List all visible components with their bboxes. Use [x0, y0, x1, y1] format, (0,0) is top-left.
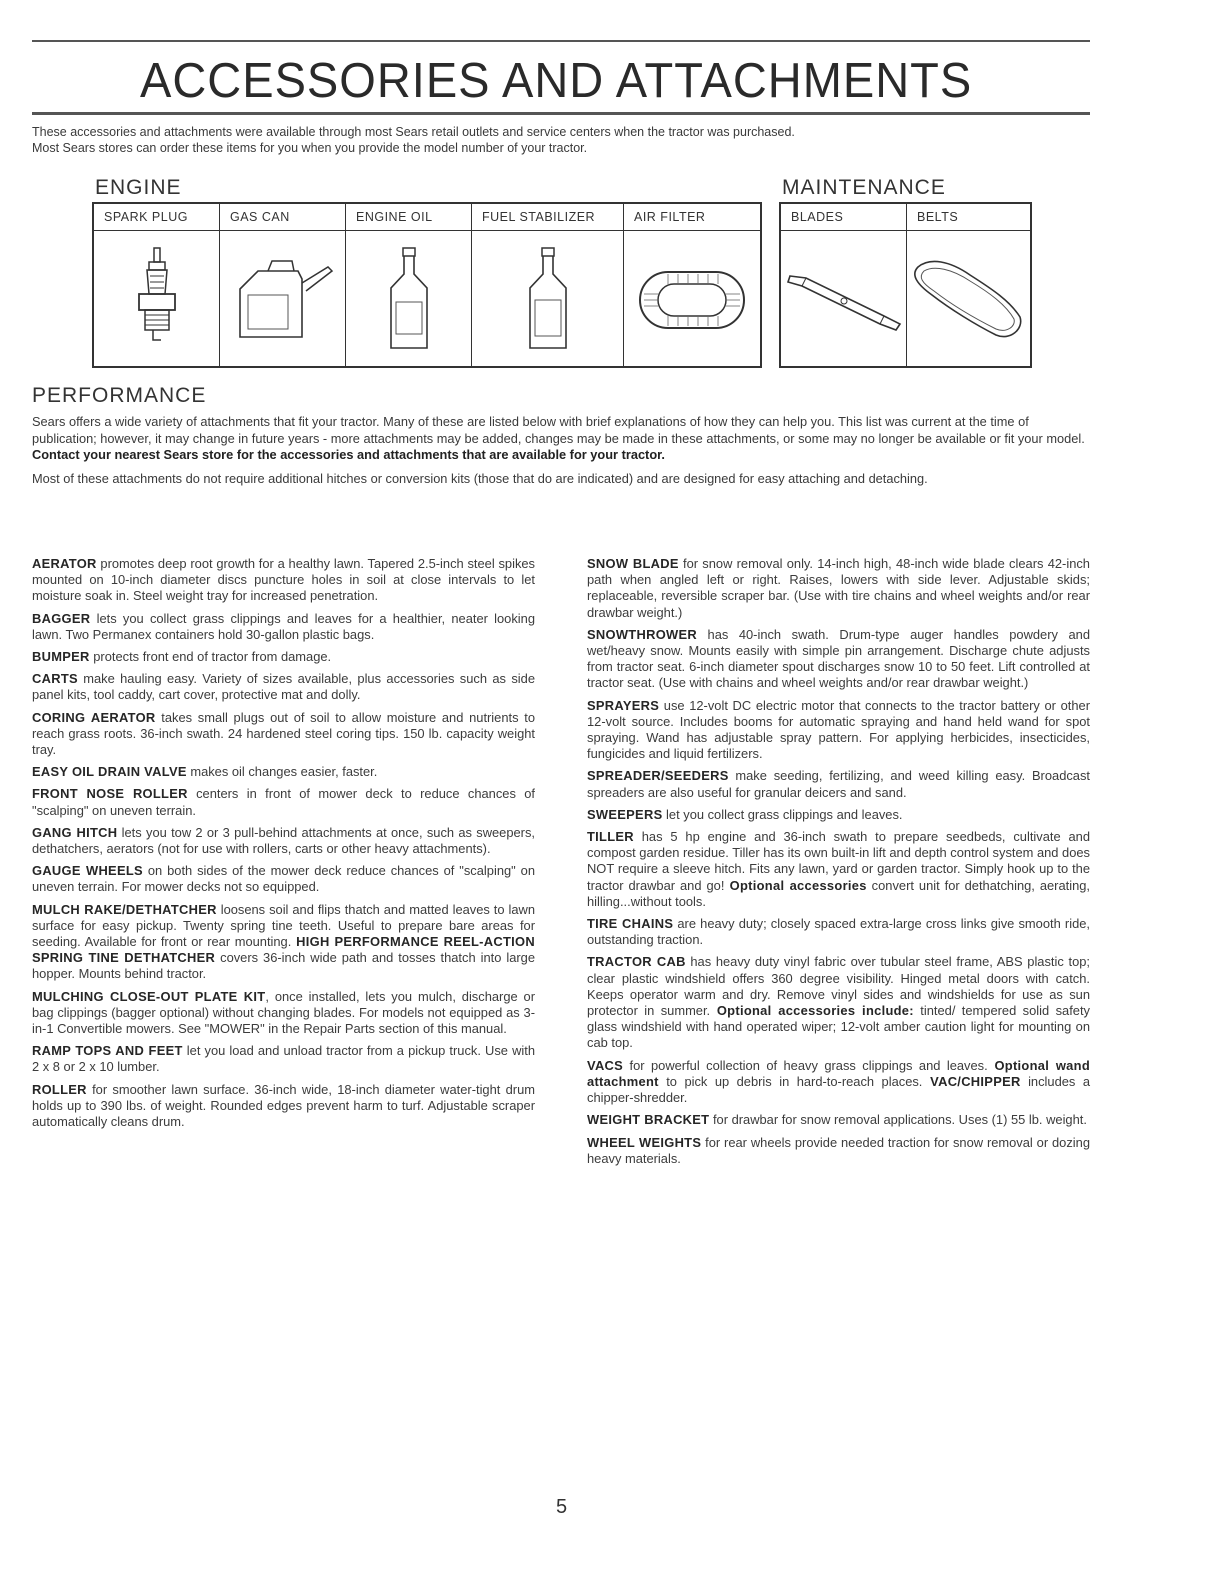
attachment-description: let you load and unload tractor from a pickup truck. Use with 2 x 8 or 2 x 10 lumber. [32, 1043, 535, 1075]
attachments-right-column [587, 556, 1090, 1173]
attachment-description: let you collect grass clippings and leaves. [662, 806, 903, 822]
attachment-name: SPREADER/SEEDERS [587, 768, 729, 784]
attachment-entry [587, 829, 1090, 910]
attachment-entry [587, 807, 1090, 823]
performance-paragraph: Most of these attachments do not require additional hitches or conversion kits (those that do are indicated) and are designed for easy attaching and detaching. [32, 470, 928, 486]
belt-icon [910, 249, 1028, 349]
attachment-description: make seeding, fertilizing, and weed killing easy. Broadcast spreaders are also useful for granular deicers and sand. [587, 768, 1090, 800]
engine-item [472, 204, 624, 366]
page-title: ACCESSORIES AND ATTACHMENTS [140, 51, 973, 108]
attachment-name: TILLER [587, 829, 634, 845]
maintenance-item [781, 204, 907, 366]
attachment-name: CARTS [32, 671, 78, 687]
attachment-description: for smoother lawn surface. 36-inch wide, 18-inch diameter water-tight drum holds up to 390 lbs. of weight. Rounded edges prevent harm to turf. Adjustable scraper automatically cleans drum. [32, 1081, 535, 1130]
attachment-name: GANG HITCH [32, 824, 118, 840]
attachment-name: SPRAYERS [587, 697, 660, 713]
air-filter-icon [634, 254, 750, 344]
attachment-entry [32, 786, 535, 818]
engine-item-label: GAS CAN [220, 204, 345, 231]
attachment-entry [587, 768, 1090, 800]
page-number: 5 [556, 1496, 568, 1518]
attachment-name: VAC/CHIPPER [922, 1073, 1021, 1089]
attachment-description: are heavy duty; closely spaced extra-large cross links give smooth ride, outstanding traction. [587, 916, 1090, 948]
engine-item-label: FUEL STABILIZER [472, 204, 623, 231]
attachment-entry [32, 671, 535, 703]
engine-oil-icon [379, 244, 439, 354]
engine-item [624, 204, 760, 366]
attachment-description: has 40-inch swath. Drum-type auger handles powdery and wet/heavy snow. Mounts easily with simple pin arrangement. Discharge chute adjusts from tractor seat. 6-inch diameter spout discharges snow 10 to 50 feet. Lift controlled at tractor seat. (Use with chains and wheel weights and/or rear drawbar weight.) [587, 626, 1090, 691]
engine-items-grid [92, 202, 762, 368]
gas-can-icon [228, 249, 338, 349]
attachment-entry [32, 902, 535, 983]
attachment-description: use 12-volt DC electric motor that connects to the tractor battery or other 12-volt source. Includes booms for automatic spraying and hand held wand for spot spraying. Wand has adjustable spray pattern. For applying herbicides, insecticides, fungicides and liquid fertilizers. [587, 697, 1090, 762]
attachment-entry [32, 825, 535, 857]
performance-intro [32, 414, 1090, 494]
attachment-name: MULCHING CLOSE-OUT PLATE KIT [32, 988, 266, 1004]
attachment-entry [587, 1058, 1090, 1107]
maintenance-item-label: BLADES [781, 204, 906, 231]
attachment-name: FRONT NOSE ROLLER [32, 786, 188, 802]
attachment-name: HIGH PERFORMANCE REEL-ACTION SPRING TINE DETHATCHER [32, 934, 535, 966]
attachment-description: lets you collect grass clippings and leaves for a healthier, neater looking lawn. Two Permanex containers hold 30-gallon plastic bags. [32, 610, 535, 642]
attachment-name: WEIGHT BRACKET [587, 1112, 710, 1128]
blade-icon [784, 254, 904, 344]
attachment-entry [587, 954, 1090, 1051]
attachment-description: for snow removal only. 14-inch high, 48-inch wide blade clears 42-inch path when angled left or right. Raises, lowers with side lever. Adjustable skids; replaceable, reversible scraper bar. (Use with tire chains and wheel weights and/or rear drawbar weight.) [587, 556, 1090, 620]
attachment-description: takes small plugs out of soil to allow moisture and nutrients to reach grass roots. 36-inch swath. 24 hardened steel coring tips. 150 lb. capacity weight tray. [32, 709, 535, 758]
attachment-description: protects front end of tractor from damage. [89, 649, 332, 665]
attachment-description: lets you tow 2 or 3 pull-behind attachments at once, such as sweepers, dethatchers, aerators (not for use with rollers, carts or other heavy attachments). [32, 824, 536, 857]
attachment-name: BAGGER [32, 610, 91, 626]
attachment-name: GAUGE WHEELS [32, 863, 143, 879]
attachment-description: includes a chipper-shredder. [587, 1073, 1090, 1106]
attachment-entry [587, 627, 1090, 692]
attachment-entry [32, 1043, 535, 1075]
attachment-description: has heavy duty vinyl fabric over tubular steel frame, ABS plastic top; clear plastic windshield offers 360 degree visibility. Hinged metal doors with catch. Keeps operator warm and dry. Remove vinyl sides and windshields for use as sun protector in summer. [587, 954, 1090, 1019]
attachment-description: loosens soil and flips thatch and matted leaves to lawn surface for easy pickup. Twenty spring tine teeth. Useful to prepare bare areas for seeding. Available for front or rear mounting. [32, 901, 536, 950]
attachment-entry [32, 989, 535, 1038]
attachment-name: Optional wand attachment [587, 1057, 1090, 1089]
attachment-description: for powerful collection of heavy grass clippings and leaves. [623, 1057, 988, 1073]
performance-contact-note: Contact your nearest Sears store for the accessories and attachments that are available for your tractor. [32, 447, 665, 462]
performance-heading: PERFORMANCE [32, 384, 207, 407]
intro-line: These accessories and attachments were available through most Sears retail outlets and service centers when the tractor was purchased. [32, 125, 795, 139]
maintenance-item-label: BELTS [907, 204, 1030, 231]
attachment-name: EASY OIL DRAIN VALVE [32, 764, 187, 780]
attachment-description: centers in front of mower deck to reduce chances of "scalping" on uneven terrain. [32, 786, 535, 818]
attachments-left-column [32, 556, 535, 1136]
intro-text [32, 124, 1092, 156]
attachment-description: for drawbar for snow removal applications. Uses (1) 55 lb. weight. [709, 1112, 1087, 1128]
attachment-name: SWEEPERS [587, 806, 663, 822]
attachment-description: promotes deep root growth for a healthy lawn. Tapered 2.5-inch steel spikes mounted on 10-inch diameter discs puncture holes in soil at close intervals to let moisture soak in. Steel weight tray for increased penetration. [32, 556, 535, 604]
top-rule [32, 40, 1090, 42]
intro-line: Most Sears stores can order these items for you when you provide the model number of your tractor. [32, 141, 588, 155]
engine-item [220, 204, 346, 366]
attachment-entry [32, 1082, 535, 1131]
engine-item [94, 204, 220, 366]
engine-item [346, 204, 472, 366]
attachment-name: VACS [587, 1057, 624, 1073]
engine-item-label: SPARK PLUG [94, 204, 219, 231]
spark-plug-icon [127, 244, 187, 354]
attachment-name: Optional accessories include: [710, 1003, 914, 1019]
attachment-name: RAMP TOPS AND FEET [32, 1043, 183, 1059]
attachment-description: for rear wheels provide needed traction for snow removal or dozing heavy materials. [587, 1134, 1090, 1166]
attachment-entry [587, 1112, 1090, 1128]
attachment-description: on both sides of the mower deck reduce chances of "scalping" on uneven terrain. For mower decks not so equipped. [32, 863, 535, 895]
engine-item-label: ENGINE OIL [346, 204, 471, 231]
attachment-description: tinted/ tempered solid safety glass windshield with hand operated wiper; 12-volt amber caution light for mounting on cab top. [587, 1003, 1090, 1051]
attachment-name: SNOW BLADE [587, 556, 679, 571]
attachment-description: covers 36-inch wide path and tosses thatch into large hopper. Mounts behind tractor. [32, 950, 536, 982]
attachment-entry [587, 698, 1090, 763]
attachment-name: BUMPER [32, 649, 90, 665]
attachment-name: WHEEL WEIGHTS [587, 1134, 702, 1150]
attachment-description: has 5 hp engine and 36-inch swath to prepare seedbeds, cultivate and compost garden residue. Tiller has its own built-in lift and depth control system and does NOT require a sleeve hitch. Fits any lawn, yard or garden tractor. Simply hook up to the tractor drawbar and go! [587, 829, 1090, 893]
performance-paragraph: Sears offers a wide variety of attachments that fit your tractor. Many of these are listed below with brief explanations of how they can help you. This list was current at the time of publication; however, it may change in future years - more attachments may be added, changes may be made in these attachments, or some may no longer be available or fit your model. Contact your nearest Sears store for the accessories and attachments that are available for your tractor. [32, 414, 1085, 462]
attachment-name: MULCH RAKE/DETHATCHER [32, 901, 217, 917]
attachment-entry [587, 1135, 1090, 1167]
attachment-entry [32, 710, 535, 759]
maintenance-items-grid [779, 202, 1032, 368]
attachment-name: TRACTOR CAB [587, 954, 686, 970]
attachment-description: convert unit for dethatching, aerating, hilling...without tools. [587, 877, 1090, 909]
engine-item-label: AIR FILTER [624, 204, 760, 231]
engine-heading: ENGINE [95, 176, 182, 199]
attachment-entry [32, 863, 535, 895]
attachment-entry [32, 611, 535, 643]
attachment-entry [587, 556, 1090, 621]
attachment-name: Optional accessories [724, 877, 867, 893]
attachment-entry [32, 649, 535, 665]
attachment-description: , once installed, lets you mulch, discharge or bag clippings (bagger optional) without changing blades. For models not equipped as 3-in-1 Convertible mowers. See "MOWER" in the Repair Parts section of this manual. [32, 988, 535, 1037]
attachment-name: TIRE CHAINS [587, 916, 674, 932]
attachment-description: makes oil changes easier, faster. [186, 764, 378, 780]
attachment-entry [587, 916, 1090, 948]
attachment-name: CORING AERATOR [32, 709, 156, 725]
attachment-description: make hauling easy. Variety of sizes available, plus accessories such as side panel kits, tool caddy, cart cover, protective mat and dolly. [32, 671, 535, 703]
maintenance-heading: MAINTENANCE [782, 176, 946, 199]
attachment-name: SNOWTHROWER [587, 626, 697, 642]
maintenance-item [907, 204, 1030, 366]
fuel-stabilizer-icon [518, 244, 578, 354]
title-underline [32, 112, 1090, 115]
attachment-name: ROLLER [32, 1081, 87, 1097]
attachment-name: AERATOR [32, 556, 97, 571]
attachment-entry [32, 764, 535, 780]
attachment-entry [32, 556, 535, 605]
attachment-description: to pick up debris in hard-to-reach places. [658, 1073, 923, 1089]
